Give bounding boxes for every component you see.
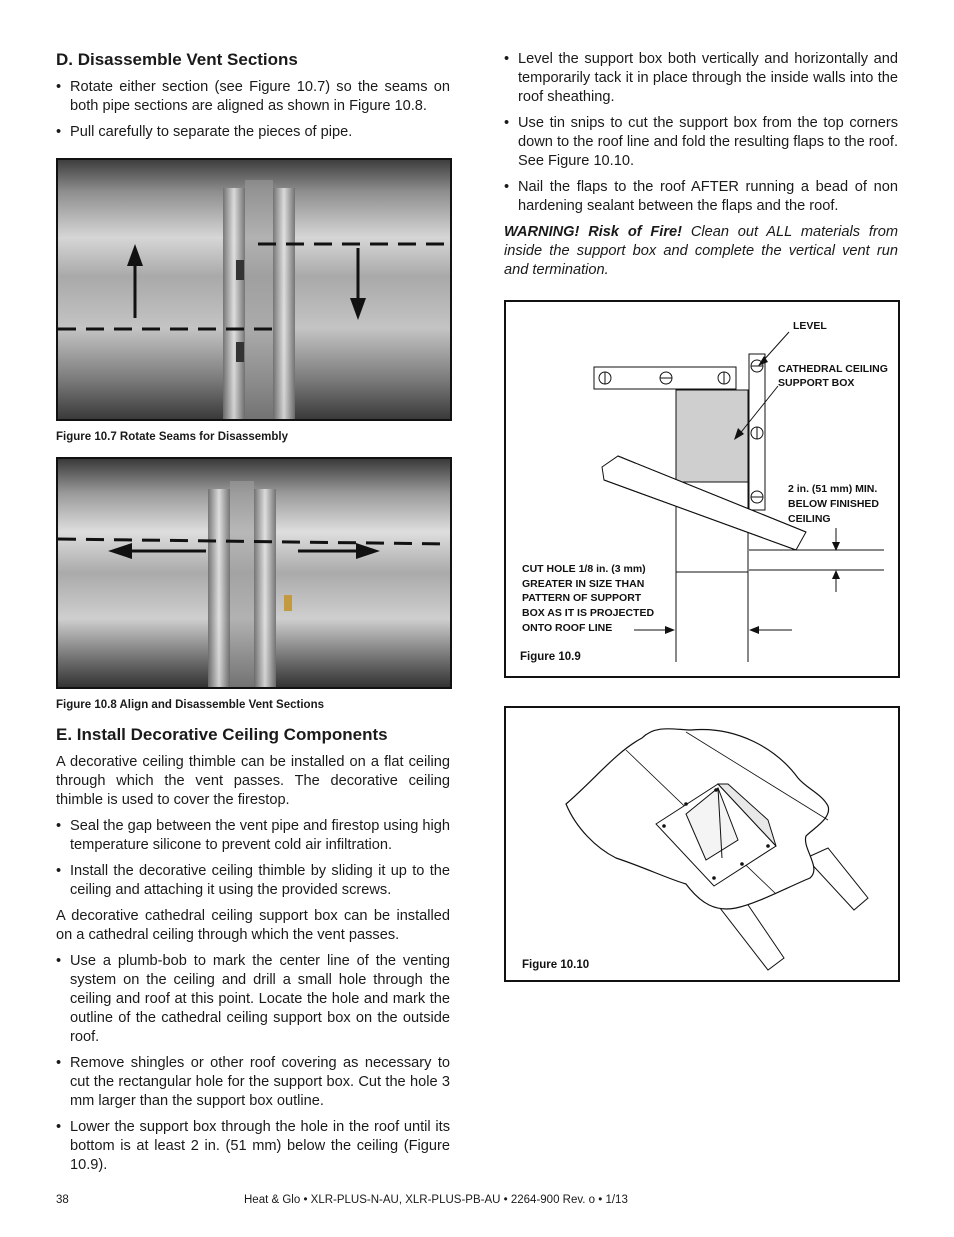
left-column [56,50,450,1182]
list-item: • Use tin snips to cut the support box from the top corners down to the roof line and fold the resulting flaps to the roof. See Figure 10.10. [504,114,898,171]
list-item: • Nail the flaps to the roof AFTER running a bead of non hardening sealant between the flaps and the roof. [504,178,898,216]
list-item: • Lower the support box through the hole in the roof until its bottom is at least 2 in. (51 mm) below the ceiling (Figure 10.9). [56,1118,450,1175]
section-e-list-a [56,817,450,900]
label-cut-1: CUT HOLE 1/8 in. (3 mm) [522,563,646,575]
page-number: 38 [56,1194,69,1206]
figure-10-8-caption: Figure 10.8 Align and Disassemble Vent Sections [56,699,324,711]
label-cut-3: PATTERN OF SUPPORT [522,592,642,604]
figure-10-7-caption: Figure 10.7 Rotate Seams for Disassembly [56,431,289,443]
label-min-1: 2 in. (51 mm) MIN. [788,483,878,495]
fire-warning-title: WARNING! Risk of Fire! [504,224,683,240]
label-cut-2: GREATER IN SIZE THAN [522,578,645,590]
list-item: • Pull carefully to separate the pieces of pipe. [56,123,450,142]
section-e-intro-2: A decorative cathedral ceiling support box can be installed on a cathedral ceiling through which the vent passes. [56,908,450,943]
figure-10-10-label: Figure 10.10 [522,959,590,971]
label-support-box-2: SUPPORT BOX [778,377,855,389]
label-min-2: BELOW FINISHED [788,498,879,510]
list-item: • Install the decorative ceiling thimble by sliding it up to the ceiling and attaching it using the provided screws. [56,862,450,900]
section-e-list-b [56,952,450,1175]
figure-10-10 [504,706,900,982]
list-item: • Level the support box both vertically and horizontally and temporarily tack it in place through the inside walls into the roof sheathing. [504,50,898,107]
figure-10-7-photo [56,158,452,421]
figure-10-9 [504,300,900,678]
label-min-3: CEILING [788,513,831,525]
list-item: • Use a plumb-bob to mark the center line of the venting system on the ceiling and drill a small hole through the ceiling and roof at this point. Locate the hole and mark the outline of the cathedral ceiling support box on the outside roof. [56,952,450,1047]
right-column [504,50,898,287]
figure-10-9-label: Figure 10.9 [520,651,581,663]
section-d-list [56,78,450,142]
fire-warning [504,223,898,280]
label-cut-4: BOX AS IT IS PROJECTED [522,607,655,619]
right-column-list [504,50,898,216]
label-cut-5: ONTO ROOF LINE [522,622,613,634]
section-e-intro: A decorative ceiling thimble can be installed on a flat ceiling through which the vent passes. The decorative ceiling thimble is used to cover the firestop. [56,754,450,808]
figure-10-8-photo [56,457,452,689]
fire-warning-text: Clean out ALL materials from inside the support box and complete the vertical vent run and termination. [504,224,899,278]
label-support-box-1: CATHEDRAL CEILING [778,363,888,375]
label-level: LEVEL [793,320,827,332]
section-d-heading: D. Disassemble Vent Sections [56,50,298,69]
list-item: • Remove shingles or other roof covering as necessary to cut the rectangular hole for the support box. Cut the hole 3 mm larger than the support box outline. [56,1054,450,1111]
footer-doc-info: Heat & Glo • XLR-PLUS-N-AU, XLR-PLUS-PB-AU • 2264-900 Rev. o • 1/13 [244,1194,628,1206]
section-e-heading: E. Install Decorative Ceiling Components [56,725,388,744]
list-item: • Rotate either section (see Figure 10.7) so the seams on both pipe sections are aligned as shown in Figure 10.8. [56,78,450,116]
list-item: • Seal the gap between the vent pipe and firestop using high temperature silicone to prevent cold air infiltration. [56,817,450,855]
